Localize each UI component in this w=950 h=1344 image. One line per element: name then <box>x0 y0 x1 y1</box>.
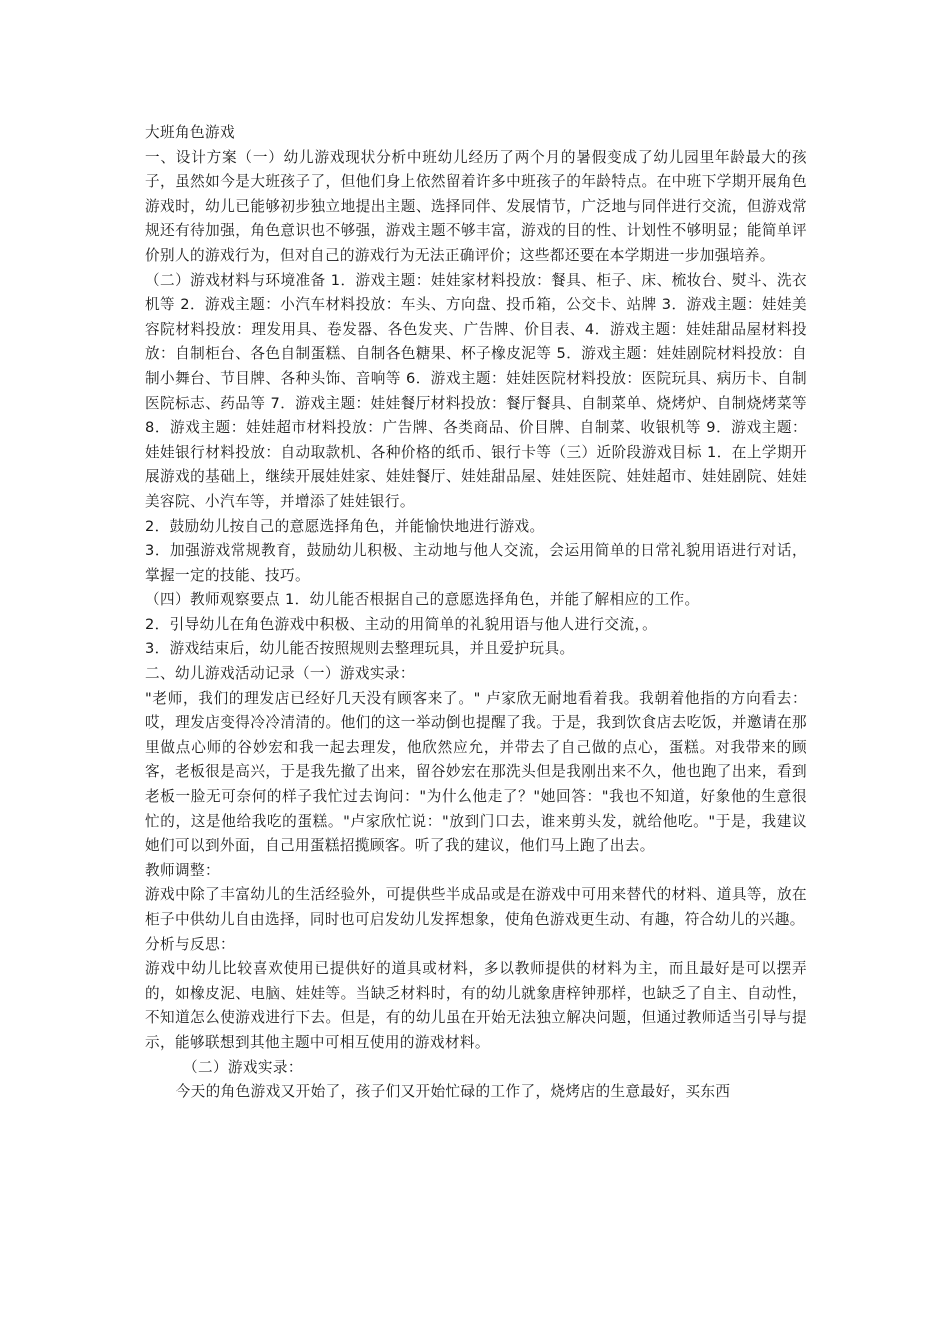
document-page <box>145 121 807 1105</box>
paragraph-observation-3: 3．游戏结束后，幼儿能否按照规则去整理玩具，并且爱护玩具。 <box>145 640 575 658</box>
document-title: 大班角色游戏 <box>145 124 235 141</box>
paragraph-observation-1: （四）教师观察要点 1．幼儿能否根据自己的意愿选择角色，并能了解相应的工作。 <box>145 591 700 609</box>
section-heading-activity-record: 二、幼儿游戏活动记录（一）游戏实录： <box>145 665 415 683</box>
paragraph-record-1: "老师，我们的理发店已经好几天没有顾客来了。" 卢家欣无耐地看着我。我朝着他指的方向看去：哎，理发店变得冷冷清清的。他们的这一举动倒也提醒了我。于是，我到饮食店去吃饭，并邀请在那里做点心师的谷妙宏和我一起去理发，他欣然应允，并带去了自己做的点心，蛋糕。对我带来的顾客，老板很是高兴，于是我先撤了出来，留谷妙宏在那洗头但是我刚出来不久，他也跑了出来，看到老板一脸无可奈何的样子我忙过去询问："为什么他走了？"她回答："我也不知道，好象他的生意很忙的，这是他给我吃的蛋糕。"卢家欣忙说："放到门口去，谁来剪头发，就给他吃。"于是，我建议她们可以到外面，自己用蛋糕招揽顾客。听了我的建议，他们马上跑了出去。 <box>145 689 807 855</box>
heading-teacher-adjustment: 教师调整： <box>145 861 220 879</box>
paragraph-record-2: 今天的角色游戏又开始了，孩子们又开始忙碌的工作了，烧烤店的生意最好，买东西 <box>175 1083 731 1101</box>
paragraph-analysis: 游戏中幼儿比较喜欢使用已提供好的道具或材料，多以教师提供的材料为主，而且最好是可以摆弄的，如橡皮泥、电脑、娃娃等。当缺乏材料时，有的幼儿就象唐梓钟那样，也缺乏了自主、自动性，不知道怎么使游戏进行下去。但是，有的幼儿虽在开始无法独立解决问题，但通过教师适当引导与提示，能够联想到其他主题中可相互使用的游戏材料。 <box>145 960 807 1051</box>
heading-analysis: 分析与反思： <box>145 935 235 953</box>
paragraph-goal-3: 3．加强游戏常规教育，鼓励幼儿积极、主动地与他人交流，会运用简单的日常礼貌用语进行对话，掌握一定的技能、技巧。 <box>145 542 807 584</box>
paragraph-design-plan: 一、设计方案（一）幼儿游戏现状分析中班幼儿经历了两个月的暑假变成了幼儿园里年龄最大的孩子，虽然如今是大班孩子了，但他们身上依然留着许多中班孩子的年龄特点。在中班下学期开展角色游戏时，幼儿已能够初步独立地提出主题、选择同伴、发展情节，广泛地与同伴进行交流，但游戏常规还有待加强，角色意识也不够强，游戏主题不够丰富，游戏的目的性、计划性不够明显；能简单评价别人的游戏行为，但对自己的游戏行为无法正确评价；这些都还要在本学期进一步加强培养。 <box>145 148 807 264</box>
paragraph-materials: （二）游戏材料与环境准备 1．游戏主题：娃娃家材料投放：餐具、柜子、床、梳妆台、熨斗、洗衣机等 2．游戏主题：小汽车材料投放：车头、方向盘、投币箱，公交卡、站牌 3．游戏主题：娃娃美容院材料投放：理发用具、卷发器、各色发夹、广告牌、价目表、4．游戏主题：娃娃甜品屋材料投放：自制柜台、各色自制蛋糕、自制各色糖果、杯子橡皮泥等 5．游戏主题：娃娃剧院材料投放：自制小舞台、节目牌、各种头饰、音响等 6．游戏主题：娃娃医院材料投放：医院玩具、病历卡、自制医院标志、药品等 7．游戏主题：娃娃餐厅材料投放：餐厅餐具、自制菜单、烧烤炉、自制烧烤菜等 8．游戏主题：娃娃超市材料投放：广告牌、各类商品、价目牌、自制菜、收银机等 9．游戏主题：娃娃银行材料投放：自动取款机、各种价格的纸币、银行卡等（三）近阶段游戏目标 1．在上学期开展游戏的基础上，继续开展娃娃家、娃娃餐厅、娃娃甜品屋、娃娃医院、娃娃超市、娃娃剧院、娃娃美容院、小汽车等，并增添了娃娃银行。 <box>145 271 807 510</box>
paragraph-goal-2: 2．鼓励幼儿按自己的意愿选择角色，并能愉快地进行游戏。 <box>145 517 545 535</box>
paragraph-teacher-adjustment: 游戏中除了丰富幼儿的生活经验外，可提供些半成品或是在游戏中可用来替代的材料、道具等，放在柜子中供幼儿自由选择，同时也可启发幼儿发挥想象，使角色游戏更生动、有趣，符合幼儿的兴趣。 <box>145 886 807 928</box>
paragraph-observation-2: 2．引导幼儿在角色游戏中积极、主动的用简单的礼貌用语与他人进行交流，。 <box>145 615 658 633</box>
heading-record-2: （二）游戏实录： <box>182 1058 303 1076</box>
